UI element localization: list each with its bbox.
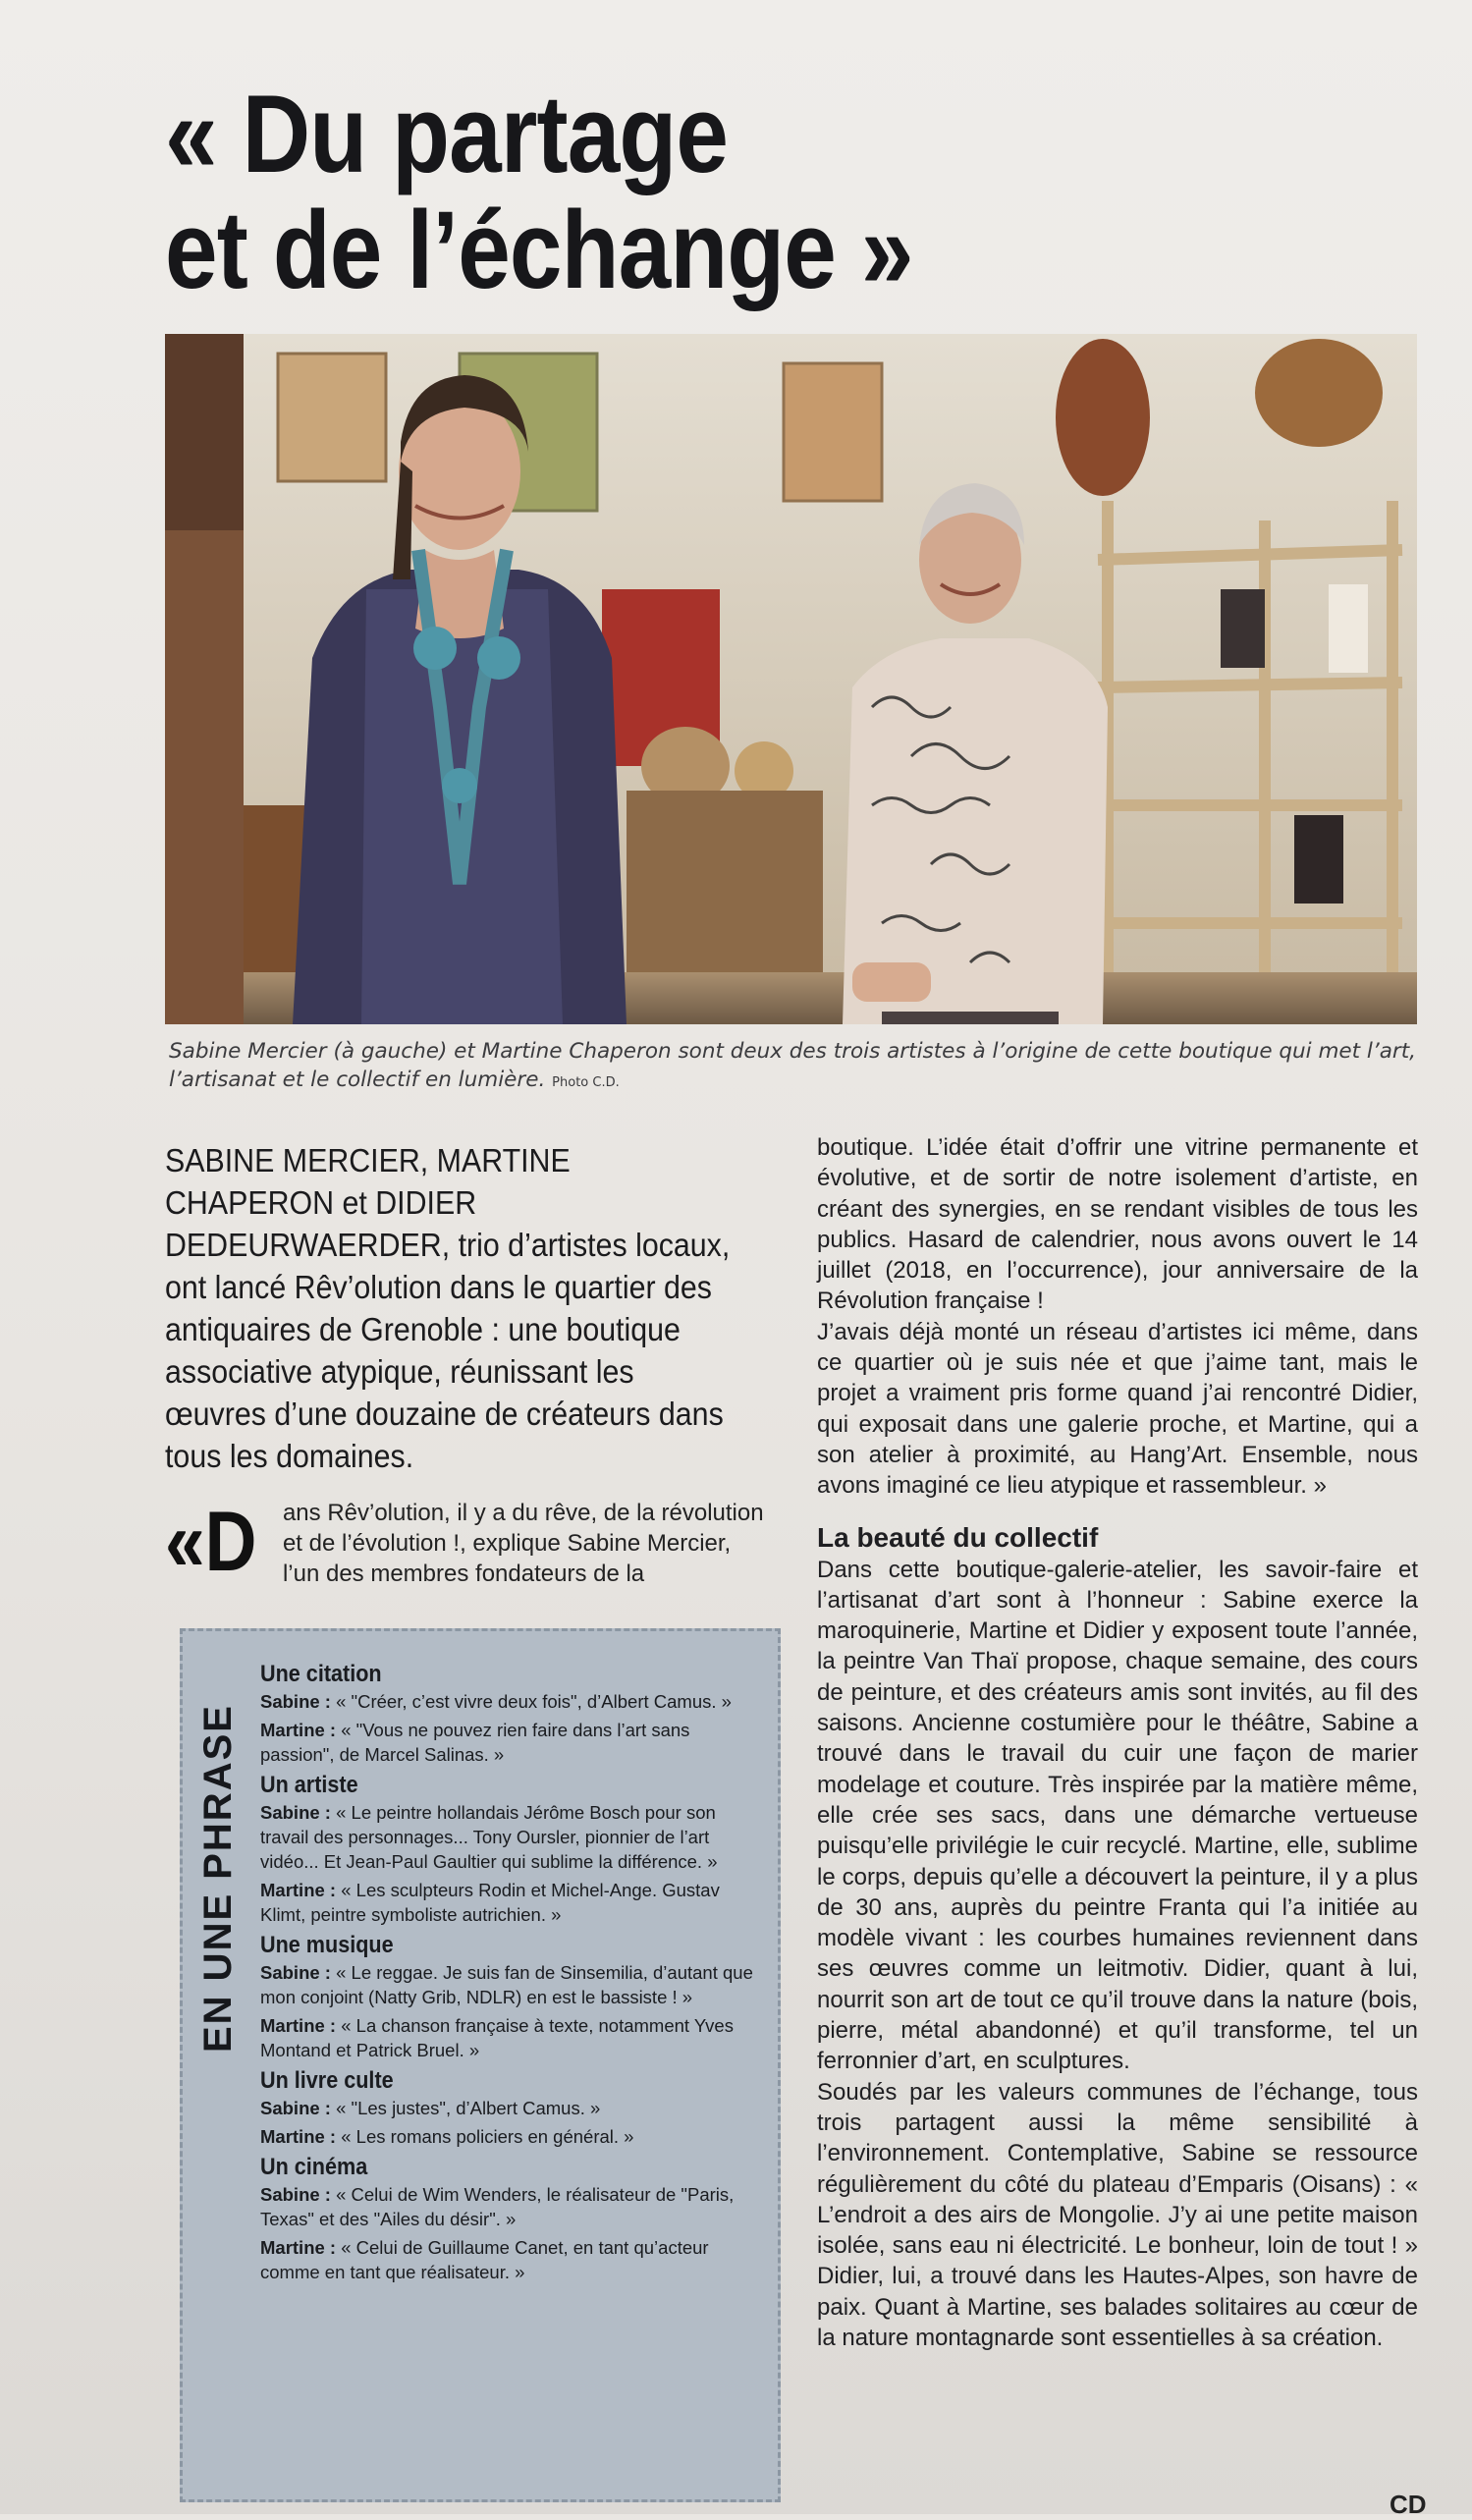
entry-text: « Celui de Wim Wenders, le réalisateur de "Paris, Texas" et des "Ailes du désir". »	[260, 2184, 735, 2229]
box-section	[260, 2066, 756, 2149]
entry-name: Martine :	[260, 1720, 337, 1740]
box-entry	[260, 2235, 756, 2284]
entry-name: Sabine :	[260, 2184, 331, 2205]
headline-line-2: et de l’échange »	[165, 189, 913, 311]
box-entry	[260, 1960, 756, 2009]
article-body-right-column	[817, 1132, 1418, 2353]
entry-text: « "Les justes", d’Albert Camus. »	[336, 2098, 601, 2118]
entry-name: Martine :	[260, 2237, 337, 2258]
headline	[165, 73, 1178, 311]
drop-letter: D	[204, 1495, 257, 1589]
entry-name: Martine :	[260, 2015, 337, 2036]
box-section-heading: Un cinéma	[260, 2154, 368, 2180]
article-lead: SABINE MERCIER, MARTINE CHAPERON et DIDIER DEDEURWAERDER, trio d’artistes locaux, ont lancé Rêv’olution dans le quartier des antiquaires de Grenoble : une boutique associative atypique, réunissant les œuvres d’une douzaine de créateurs dans tous les domaines.	[165, 1142, 731, 1474]
entry-text: « La chanson française à texte, notamment Yves Montand et Patrick Bruel. »	[260, 2015, 734, 2060]
box-section-heading: Un artiste	[260, 1772, 358, 1798]
entry-text: « "Créer, c’est vivre deux fois", d’Albert Camus. »	[336, 1691, 732, 1712]
drop-cap	[165, 1495, 257, 1589]
box-entry	[260, 1718, 756, 1767]
sidebar-box-title-wrap	[196, 1660, 255, 2053]
caption-text: Sabine Mercier (à gauche) et Martine Chaperon sont deux des trois artistes à l’origine de cette boutique qui met l’art, l’artisanat et le collectif en lumière.	[169, 1039, 1416, 1092]
subheading: La beauté du collectif	[817, 1521, 1099, 1553]
entry-name: Sabine :	[260, 1691, 331, 1712]
box-entry	[260, 2013, 756, 2062]
entry-name: Sabine :	[260, 1962, 331, 1983]
box-entry	[260, 1800, 756, 1874]
drop-quote-mark: «	[165, 1495, 205, 1589]
body-paragraph: Soudés par les valeurs communes de l’échange, tous trois partagent aussi la même sensibilité à l’environnement. Contemplative, Sabine se ressource régulièrement du côté du plateau d’Emparis (Oisans) : « L’endroit a des airs de Mongolie. J’y ai une petite maison isolée, sans eau ni électricité. Le bonheur, loin de tout ! » Didier, lui, a trouvé dans les Hautes-Alpes, son havre de paix. Quant à Martine, ses balades solitaires au cœur de la nature montagnarde sont essentielles à sa création.	[817, 2078, 1418, 2351]
entry-text: « Le reggae. Je suis fan de Sinsemilia, d’autant que mon conjoint (Natty Grib, NDLR) en est le bassiste ! »	[260, 1962, 753, 2007]
box-entry	[260, 1689, 756, 1714]
entry-text: « Celui de Guillaume Canet, en tant qu’acteur comme en tant que réalisateur. »	[260, 2237, 709, 2282]
box-section	[260, 1931, 756, 2062]
box-section	[260, 2153, 756, 2284]
entry-text: « Le peintre hollandais Jérôme Bosch pour son travail des personnages... Tony Oursler, pionnier de l’art vidéo... Et Jean-Paul Gaultier qui sublime la différence. »	[260, 1802, 718, 1872]
body-paragraph: boutique. L’idée était d’offrir une vitrine permanente et évolutive, et de sortir de notre isolement d’artiste, en créant des synergies, en se rendant visibles de tous les publics. Hasard de calendrier, nous avons ouvert le 14 juillet (2018, en l’occurrence), jour anniversaire de la Révolution française !	[817, 1134, 1418, 1315]
body-paragraph: Dans cette boutique-galerie-atelier, les savoir-faire et l’artisanat d’art sont à l’honneur : Sabine exerce la maroquinerie, Martine et Didier y exposent toute l’année, la peintre Van Thaï propose, chaque semaine, des cours de peinture, et des créateurs amis sont invités, au fil des saisons. Ancienne costumière pour le théâtre, Sabine a trouvé dans le travail du cuir une façon de marier modelage et couture. Très inspirée par la matière même, elle crée ses sacs, dans une démarche vertueuse puisqu’elle privilégie le cuir recyclé. Martine, elle, sublime le corps, depuis qu’elle a découvert la peinture, il y a plus de 30 ans, auprès du peintre Franta qui l’a initiée au modèle vivant : les courbes humaines reviennent dans ses œuvres comme un leitmotiv. Didier, quant à lui, nourrit son art de tout ce qu’il trouve dans la nature (bois, pierre, métal abandonné) et qu’il transforme, tel un ferronnier d’art, en sculptures.	[817, 1556, 1418, 2075]
box-section	[260, 1660, 756, 1767]
sidebar-box-title: EN UNE PHRASE	[196, 1704, 240, 2053]
photo-illustration	[165, 334, 1417, 1024]
box-entry	[260, 2124, 756, 2149]
article-photo	[165, 334, 1417, 1024]
entry-name: Sabine :	[260, 2098, 331, 2118]
headline-line-1: « Du partage	[165, 73, 729, 195]
photo-credit: Photo C.D.	[552, 1075, 620, 1090]
intro-text: ans Rêv’olution, il y a du rêve, de la révolution et de l’évolution !, explique Sabine Mercier, l’un des membres fondateurs de la	[282, 1500, 764, 1587]
photo-caption	[169, 1037, 1416, 1097]
sidebar-box-content	[260, 1660, 756, 2288]
box-section-heading: Un livre culte	[260, 2067, 394, 2094]
box-entry	[260, 2182, 756, 2231]
box-section-heading: Une citation	[260, 1661, 382, 1687]
box-section	[260, 1771, 756, 1927]
body-paragraph: J’avais déjà monté un réseau d’artistes ici même, dans ce quartier où je suis née et que j’aime tant, mais le projet a vraiment pris forme quand j’ai rencontré Didier, qui exposait dans une galerie proche, et Martine, qui a son atelier à proximité, au Hang’Art. Ensemble, nous avons imaginé ce lieu atypique et rassembleur. »	[817, 1318, 1418, 1500]
entry-text: « Les sculpteurs Rodin et Michel-Ange. Gustav Klimt, peintre symboliste autrichien. »	[260, 1880, 720, 1925]
intro-paragraph	[165, 1495, 774, 1589]
entry-text: « "Vous ne pouvez rien faire dans l’art sans passion", de Marcel Salinas. »	[260, 1720, 690, 1765]
entry-name: Martine :	[260, 1880, 337, 1900]
entry-name: Martine :	[260, 2126, 337, 2147]
box-entry	[260, 2096, 756, 2120]
box-section-heading: Une musique	[260, 1932, 394, 1958]
entry-text: « Les romans policiers en général. »	[341, 2126, 634, 2147]
page-marker: CD	[1390, 2490, 1427, 2519]
entry-name: Sabine :	[260, 1802, 331, 1823]
box-entry	[260, 1878, 756, 1927]
